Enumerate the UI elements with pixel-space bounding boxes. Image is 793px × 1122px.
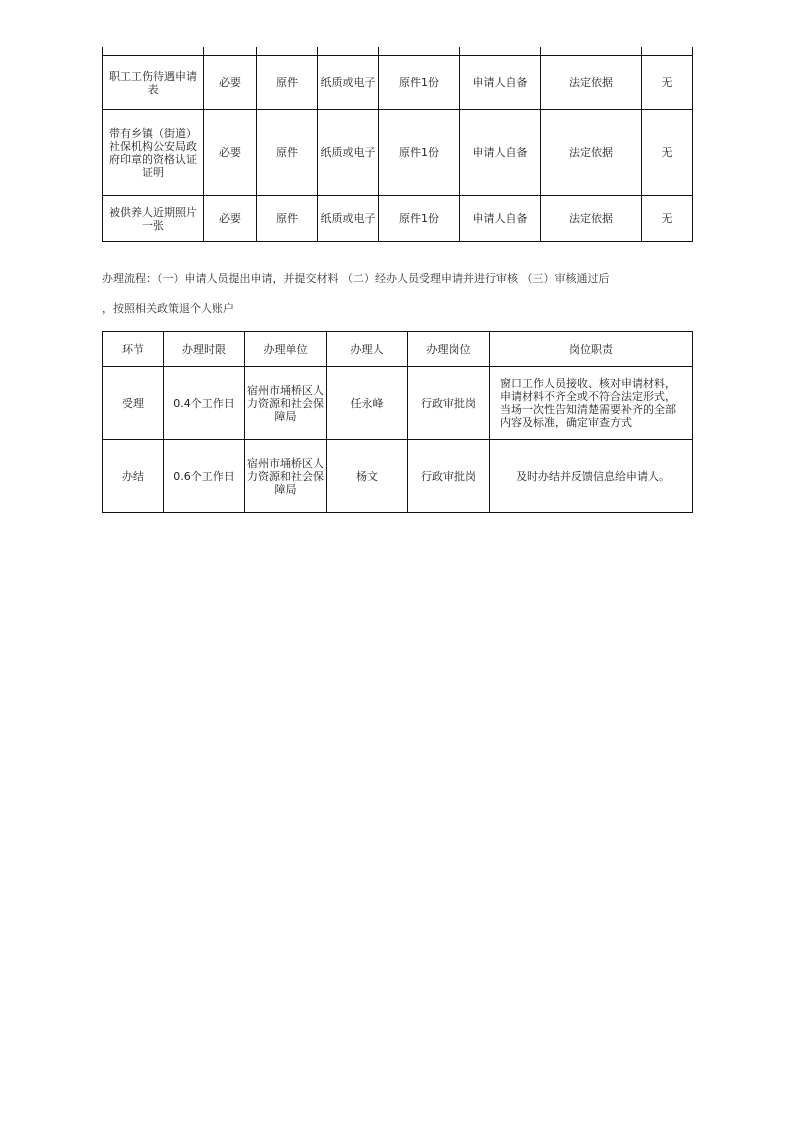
step-duty: 窗口工作人员接收、核对申请材料，申请材料不齐全或不符合法定形式，当场一次性告知清楚需要补齐的全部内容及标准，确定审查方式 <box>490 367 693 440</box>
material-required: 必要 <box>204 56 257 110</box>
table-row <box>103 196 693 242</box>
material-format: 纸质或电子 <box>318 56 379 110</box>
material-required: 必要 <box>204 110 257 196</box>
material-note: 无 <box>642 56 693 110</box>
step-post: 行政审批岗 <box>408 440 490 513</box>
step-unit: 宿州市埇桥区人力资源和社会保障局 <box>245 367 327 440</box>
material-source: 申请人自备 <box>460 56 541 110</box>
material-required: 必要 <box>204 196 257 242</box>
material-note: 无 <box>642 196 693 242</box>
material-name: 带有乡镇（街道）社保机构公安局政府印章的资格认证证明 <box>103 110 204 196</box>
table-row-continuation <box>103 47 693 56</box>
process-description <box>102 264 702 324</box>
header-time-limit: 办理时限 <box>164 332 245 367</box>
material-type: 原件 <box>257 56 318 110</box>
material-source: 申请人自备 <box>460 196 541 242</box>
table-row <box>103 56 693 110</box>
material-type: 原件 <box>257 110 318 196</box>
header-handler: 办理人 <box>327 332 408 367</box>
material-source: 申请人自备 <box>460 110 541 196</box>
step-post: 行政审批岗 <box>408 367 490 440</box>
material-format: 纸质或电子 <box>318 196 379 242</box>
process-line-2: ，按照相关政策退个人账户 <box>102 302 234 315</box>
process-line-1: 办理流程：（一）申请人员提出申请，并提交材料 （二）经办人员受理申请并进行审核 （三）审核通过后 <box>102 272 610 285</box>
table-header-row <box>103 332 693 367</box>
step-stage: 受理 <box>103 367 164 440</box>
material-type: 原件 <box>257 196 318 242</box>
step-unit: 宿州市埇桥区人力资源和社会保障局 <box>245 440 327 513</box>
table-row <box>103 440 693 513</box>
material-basis: 法定依据 <box>541 110 642 196</box>
material-count: 原件1份 <box>379 56 460 110</box>
table-row <box>103 110 693 196</box>
step-stage: 办结 <box>103 440 164 513</box>
step-time-limit: 0.6个工作日 <box>164 440 245 513</box>
material-name: 职工工伤待遇申请表 <box>103 56 204 110</box>
header-stage: 环节 <box>103 332 164 367</box>
header-duty: 岗位职责 <box>490 332 693 367</box>
step-duty: 及时办结并反馈信息给申请人。 <box>490 440 693 513</box>
table-row <box>103 367 693 440</box>
header-unit: 办理单位 <box>245 332 327 367</box>
materials-table <box>102 47 693 242</box>
material-name: 被供养人近期照片一张 <box>103 196 204 242</box>
material-count: 原件1份 <box>379 196 460 242</box>
material-count: 原件1份 <box>379 110 460 196</box>
material-basis: 法定依据 <box>541 196 642 242</box>
step-handler: 任永峰 <box>327 367 408 440</box>
steps-table <box>102 331 693 513</box>
header-post: 办理岗位 <box>408 332 490 367</box>
material-format: 纸质或电子 <box>318 110 379 196</box>
step-time-limit: 0.4个工作日 <box>164 367 245 440</box>
material-note: 无 <box>642 110 693 196</box>
material-basis: 法定依据 <box>541 56 642 110</box>
step-handler: 杨文 <box>327 440 408 513</box>
